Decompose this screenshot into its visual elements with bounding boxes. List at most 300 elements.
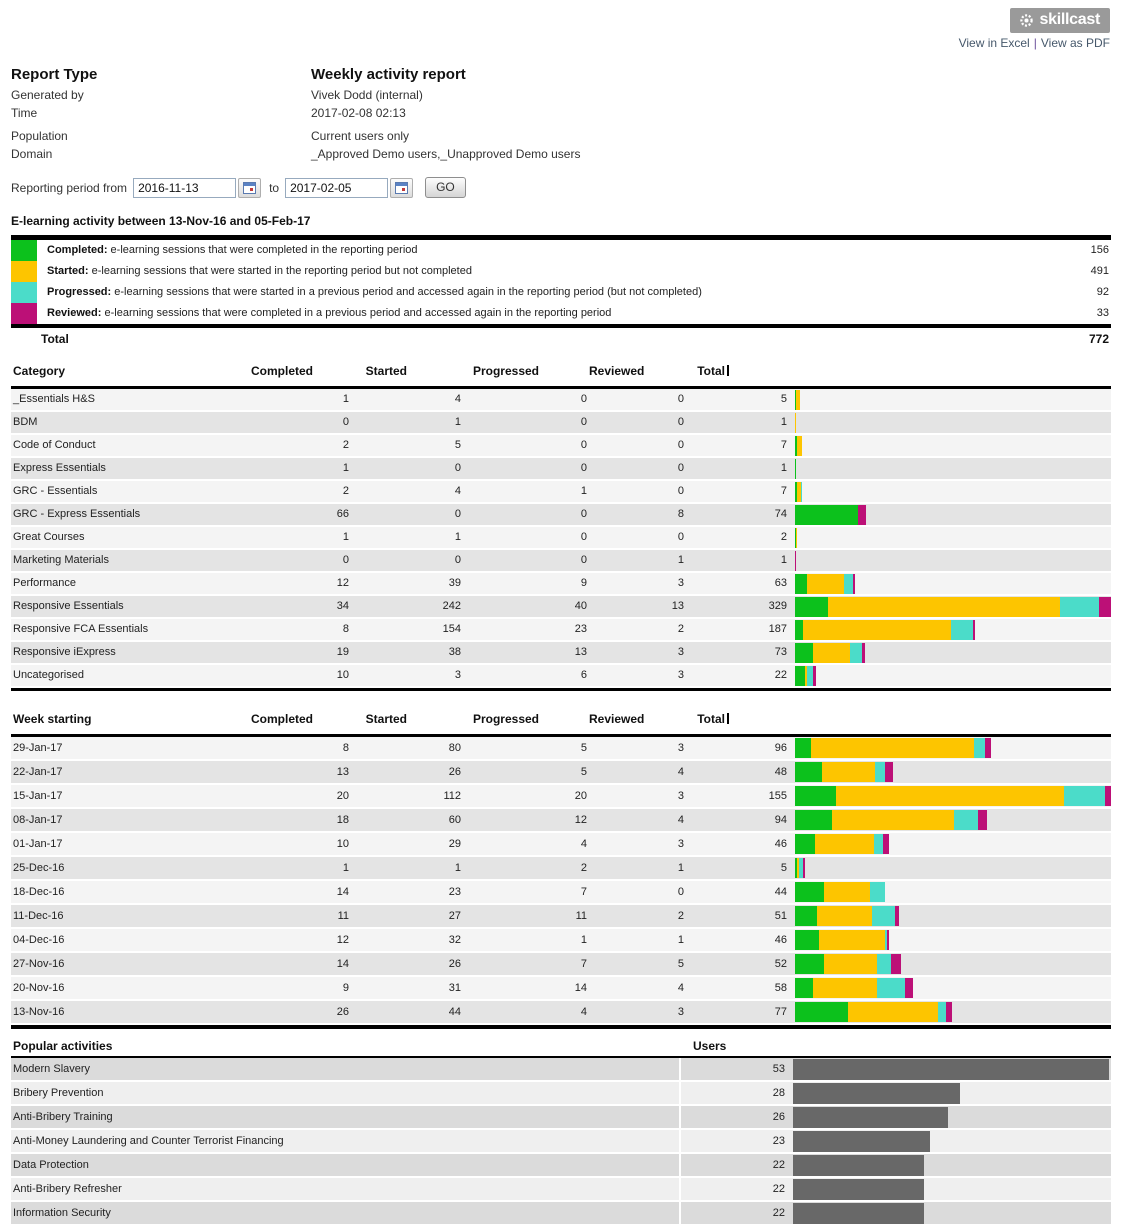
- progressed-cell: 1: [580, 485, 587, 497]
- total-cell: 329: [768, 600, 787, 612]
- legend-term: Started:: [47, 265, 89, 277]
- reviewed-cell: 3: [677, 741, 684, 754]
- legend-count: 33: [1096, 307, 1109, 319]
- progressed-cell: 5: [580, 741, 587, 754]
- total-cell: 63: [774, 577, 787, 589]
- completed-bar-segment: [795, 810, 832, 830]
- period-to-input[interactable]: [285, 178, 388, 198]
- total-cell: 46: [774, 837, 787, 850]
- completed-cell: 19: [336, 646, 349, 658]
- table-row: [11, 596, 1111, 619]
- started-bar-segment: [803, 620, 951, 640]
- reviewed-bar-segment: [985, 738, 991, 758]
- stacked-bar: [795, 905, 1111, 927]
- completed-bar-segment: [795, 666, 805, 686]
- legend-description: e-learning sessions that were started in a previous period and accessed again in the reporting period (but not completed): [111, 286, 702, 298]
- legend-row: [11, 303, 1111, 324]
- started-cell: 39: [448, 577, 461, 589]
- progressed-color-swatch: [11, 282, 37, 303]
- progressed-header: Progressed: [472, 712, 539, 726]
- completed-cell: 2: [342, 439, 349, 451]
- completed-cell: 26: [336, 1005, 349, 1018]
- legend-term: Completed:: [47, 244, 108, 256]
- row-label: 27-Nov-16: [13, 957, 65, 970]
- skillcast-logo: [1010, 8, 1110, 33]
- reviewed-cell: 3: [677, 1005, 684, 1018]
- stacked-bar: [795, 527, 1111, 548]
- table-row: [11, 504, 1111, 527]
- total-cell: 51: [774, 909, 787, 922]
- bar-track: [795, 482, 1111, 502]
- reviewed-cell: 8: [677, 508, 684, 520]
- bar-track: [795, 413, 1111, 433]
- bar-track: [795, 666, 1111, 686]
- bar-track: [795, 390, 1111, 410]
- table-row: [11, 1130, 1111, 1154]
- completed-bar-segment: [795, 597, 828, 617]
- progressed-bar-segment: [951, 620, 973, 640]
- generated-by-value: Vivek Dodd (internal): [311, 88, 423, 102]
- table-row: [11, 809, 1111, 833]
- started-cell: 1: [454, 861, 461, 874]
- legend-table: [11, 235, 1111, 328]
- stacked-bar: [795, 458, 1111, 479]
- progressed-cell: 0: [580, 531, 587, 543]
- row-label: BDM: [13, 416, 38, 428]
- progressed-bar-segment: [877, 978, 906, 998]
- row-label: 08-Jan-17: [13, 813, 63, 826]
- legend-row: [11, 282, 1111, 303]
- stacked-bar: [795, 619, 1111, 640]
- progressed-cell: 7: [580, 885, 587, 898]
- progressed-bar-segment: [870, 882, 884, 902]
- stacked-bar: [795, 929, 1111, 951]
- started-cell: 38: [448, 646, 461, 658]
- users-bar: [793, 1082, 1109, 1104]
- completed-bar-segment: [795, 834, 815, 854]
- row-label: GRC - Essentials: [13, 485, 98, 497]
- calendar-icon: [395, 182, 408, 194]
- stacked-bar: [795, 573, 1111, 594]
- users-bar: [793, 1058, 1109, 1080]
- go-button[interactable]: GO: [425, 177, 466, 198]
- started-bar-segment: [796, 390, 800, 410]
- total-cell: 5: [780, 393, 787, 405]
- started-bar-segment: [832, 810, 954, 830]
- legend-count: 491: [1090, 265, 1109, 277]
- legend-row: [11, 240, 1111, 261]
- started-cell: 154: [442, 623, 461, 635]
- legend-total-label: Total: [41, 331, 69, 346]
- progressed-bar-segment: [850, 643, 862, 663]
- total-cell: 94: [774, 813, 787, 826]
- reviewed-bar-segment: [853, 574, 856, 594]
- gear-icon: [1018, 12, 1035, 29]
- legend-description: e-learning sessions that were completed in a previous period and accessed again in the reporting period: [101, 307, 612, 319]
- row-label: 18-Dec-16: [13, 885, 65, 898]
- category-table-header: [11, 361, 1111, 389]
- legend-text: [37, 303, 981, 324]
- completed-bar-segment: [795, 505, 858, 525]
- total-cell: 1: [780, 554, 787, 566]
- stacked-bar: [795, 435, 1111, 456]
- row-label: Responsive FCA Essentials: [13, 623, 149, 635]
- completed-bar-segment: [795, 906, 817, 926]
- table-row: [11, 642, 1111, 665]
- users-header: Users: [693, 1039, 727, 1053]
- reviewed-color-swatch: [11, 303, 37, 324]
- started-cell: 0: [454, 462, 461, 474]
- generated-by-label: Generated by: [11, 88, 84, 102]
- total-cell: 7: [780, 485, 787, 497]
- completed-bar-segment: [795, 882, 824, 902]
- table-row: [11, 573, 1111, 596]
- reviewed-cell: 4: [677, 813, 684, 826]
- stacked-bar: [795, 953, 1111, 975]
- bar-track: [795, 643, 1111, 663]
- top-bar: [0, 0, 1122, 50]
- total-cell: 48: [774, 765, 787, 778]
- completed-bar-segment: [795, 1002, 848, 1022]
- table-row: [11, 412, 1111, 435]
- activity-label: Information Security: [11, 1202, 681, 1224]
- row-label: Marketing Materials: [13, 554, 109, 566]
- time-value: 2017-02-08 02:13: [311, 106, 406, 120]
- bar-track: [795, 858, 1111, 878]
- table-row: [11, 1178, 1111, 1202]
- completed-cell: 8: [342, 741, 349, 754]
- stacked-bar: [795, 857, 1111, 879]
- stacked-bar: [795, 504, 1111, 525]
- completed-bar-segment: [795, 738, 811, 758]
- week-table: [11, 709, 1111, 1029]
- row-label: 22-Jan-17: [13, 765, 63, 778]
- reviewed-cell: 1: [677, 554, 684, 566]
- started-header: Started: [365, 364, 407, 378]
- users-bar: [793, 1106, 1109, 1128]
- started-bar-segment: [807, 574, 844, 594]
- completed-cell: 11: [337, 909, 349, 922]
- reporting-period-label: Reporting period from: [11, 180, 128, 195]
- reviewed-bar-segment: [862, 643, 865, 663]
- completed-cell: 8: [342, 623, 349, 635]
- total-cell: 7: [780, 439, 787, 451]
- started-bar-segment: [836, 786, 1064, 806]
- reviewed-cell: 3: [677, 577, 684, 589]
- started-bar-segment: [811, 738, 974, 758]
- popular-table-body: [11, 1058, 1111, 1226]
- stacked-bar: [795, 389, 1111, 410]
- legend-text: [37, 261, 981, 282]
- progressed-cell: 0: [580, 462, 587, 474]
- stacked-bar: [795, 977, 1111, 999]
- total-cell: 73: [774, 646, 787, 658]
- reviewed-bar-segment: [803, 858, 805, 878]
- bar-track: [795, 505, 1111, 525]
- started-cell: 1: [454, 531, 461, 543]
- activity-label: Anti-Bribery Training: [11, 1106, 681, 1128]
- users-bar-segment: [793, 1179, 924, 1200]
- started-cell: 31: [448, 981, 461, 994]
- table-row: [11, 389, 1111, 412]
- progressed-cell: 7: [580, 957, 587, 970]
- table-row: [11, 435, 1111, 458]
- legend-total-value: 772: [1088, 331, 1109, 346]
- progressed-bar-segment: [974, 738, 984, 758]
- row-label: Great Courses: [13, 531, 85, 543]
- reviewed-cell: 0: [677, 393, 684, 405]
- report-type-value: Weekly activity report: [311, 66, 466, 83]
- week-table-header: [11, 709, 1111, 737]
- table-row: [11, 527, 1111, 550]
- total-cell: 77: [774, 1005, 787, 1018]
- progressed-bar-segment: [844, 574, 853, 594]
- started-cell: 5: [454, 439, 461, 451]
- table-row: [11, 1202, 1111, 1226]
- reviewed-bar-segment: [978, 810, 986, 830]
- bar-track: [795, 930, 1111, 950]
- started-cell: 44: [448, 1005, 461, 1018]
- progressed-cell: 23: [574, 623, 587, 635]
- completed-cell: 66: [336, 508, 349, 520]
- row-label: Code of Conduct: [13, 439, 96, 451]
- bar-track: [795, 834, 1111, 854]
- reviewed-header: Reviewed: [589, 712, 645, 726]
- report-type-label: Report Type: [11, 66, 98, 83]
- progressed-cell: 4: [580, 1005, 587, 1018]
- total-cell: 22: [774, 669, 787, 681]
- reviewed-bar-segment: [905, 978, 913, 998]
- users-bar: [793, 1178, 1109, 1200]
- reviewed-cell: 1: [677, 861, 684, 874]
- completed-cell: 10: [336, 837, 349, 850]
- completed-cell: 1: [342, 462, 349, 474]
- progressed-cell: 0: [580, 439, 587, 451]
- legend-total-row: [11, 328, 1111, 349]
- stacked-bar: [795, 761, 1111, 783]
- legend-description: e-learning sessions that were completed in the reporting period: [107, 244, 418, 256]
- legend-row: [11, 261, 1111, 282]
- legend-count: 92: [1096, 286, 1109, 298]
- reviewed-bar-segment: [858, 505, 866, 525]
- stacked-bar: [795, 550, 1111, 571]
- domain-value: _Approved Demo users,_Unapproved Demo users: [311, 147, 581, 161]
- users-bar-segment: [793, 1083, 960, 1104]
- started-cell: 0: [454, 554, 461, 566]
- started-bar-segment: [797, 436, 802, 456]
- table-row: [11, 1082, 1111, 1106]
- progressed-bar-segment: [954, 810, 978, 830]
- started-cell: 23: [448, 885, 461, 898]
- reviewed-cell: 4: [677, 981, 684, 994]
- progressed-bar-segment: [1064, 786, 1105, 806]
- completed-bar-segment: [795, 620, 803, 640]
- progressed-bar-segment: [1060, 597, 1098, 617]
- bar-track: [795, 574, 1111, 594]
- table-row: [11, 929, 1111, 953]
- population-value: Current users only: [311, 129, 410, 143]
- reviewed-cell: 3: [677, 669, 684, 681]
- legend-text: [37, 282, 981, 303]
- started-bar-segment: [819, 930, 884, 950]
- bar-track: [795, 551, 1111, 571]
- users-cell: 22: [772, 1159, 785, 1171]
- started-bar-segment: [848, 1002, 938, 1022]
- started-cell: 60: [448, 813, 461, 826]
- reviewed-bar-segment: [887, 930, 889, 950]
- completed-cell: 12: [336, 577, 349, 589]
- progressed-header: Progressed: [472, 364, 539, 378]
- users-bar: [793, 1154, 1109, 1176]
- started-bar-segment: [796, 528, 797, 548]
- completed-color-swatch: [11, 240, 37, 261]
- reviewed-cell: 2: [677, 909, 684, 922]
- started-cell: 242: [442, 600, 461, 612]
- table-row: [11, 737, 1111, 761]
- completed-cell: 2: [342, 485, 349, 497]
- progressed-bar-segment: [877, 954, 891, 974]
- progressed-cell: 20: [574, 789, 587, 802]
- table-row: [11, 857, 1111, 881]
- progressed-cell: 0: [580, 508, 587, 520]
- row-label: Express Essentials: [13, 462, 106, 474]
- view-in-excel-link[interactable]: View in Excel: [958, 36, 1030, 50]
- started-header: Started: [365, 712, 407, 726]
- started-cell: 112: [443, 789, 461, 802]
- category-header: Category: [13, 364, 66, 378]
- completed-cell: 18: [336, 813, 349, 826]
- reviewed-cell: 0: [677, 439, 684, 451]
- reviewed-cell: 2: [677, 623, 684, 635]
- completed-cell: 1: [342, 861, 349, 874]
- bar-track: [795, 906, 1111, 926]
- export-links: [0, 36, 1110, 50]
- stacked-bar: [795, 1001, 1111, 1023]
- users-bar-segment: [793, 1059, 1109, 1080]
- completed-cell: 1: [342, 531, 349, 543]
- progressed-bar-segment: [874, 834, 882, 854]
- stacked-bar: [795, 809, 1111, 831]
- reviewed-cell: 0: [677, 462, 684, 474]
- reviewed-cell: 0: [677, 531, 684, 543]
- bar-track: [795, 620, 1111, 640]
- table-row: [11, 881, 1111, 905]
- reviewed-header: Reviewed: [589, 364, 645, 378]
- reviewed-bar-segment: [891, 954, 901, 974]
- progressed-cell: 4: [580, 837, 587, 850]
- started-cell: 1: [454, 416, 461, 428]
- users-cell: 23: [772, 1135, 785, 1147]
- to-calendar-button[interactable]: [390, 178, 413, 198]
- total-cell: 5: [780, 861, 787, 874]
- reviewed-cell: 1: [677, 933, 684, 946]
- legend-term: Reviewed:: [47, 307, 102, 319]
- stacked-bar: [795, 665, 1111, 686]
- reviewed-bar-segment: [885, 762, 893, 782]
- started-cell: 4: [454, 485, 461, 497]
- started-cell: 32: [448, 933, 461, 946]
- started-cell: 4: [454, 393, 461, 405]
- total-cell: 1: [780, 416, 787, 428]
- table-row: [11, 481, 1111, 504]
- bar-track: [795, 954, 1111, 974]
- from-calendar-button[interactable]: [238, 178, 261, 198]
- total-cell: 58: [774, 981, 787, 994]
- total-cell: 96: [774, 741, 787, 754]
- row-label: 04-Dec-16: [13, 933, 65, 946]
- row-label: 25-Dec-16: [13, 861, 65, 874]
- completed-cell: 9: [342, 981, 349, 994]
- reporting-period-form: [11, 177, 1111, 198]
- total-cell: 1: [780, 462, 787, 474]
- table-row: [11, 665, 1111, 688]
- completed-bar-segment: [795, 574, 807, 594]
- view-as-pdf-link[interactable]: View as PDF: [1040, 36, 1110, 50]
- progressed-bar-segment: [801, 482, 802, 502]
- row-label: 15-Jan-17: [13, 789, 63, 802]
- bar-track: [795, 882, 1111, 902]
- bar-track: [795, 436, 1111, 456]
- reviewed-cell: 13: [671, 600, 684, 612]
- week-starting-header: Week starting: [13, 712, 92, 726]
- total-cell: 187: [768, 623, 787, 635]
- users-cell: 22: [772, 1183, 785, 1195]
- stacked-bar: [795, 785, 1111, 807]
- row-label: 11-Dec-16: [13, 909, 64, 922]
- users-cell: 26: [772, 1111, 785, 1123]
- total-cell: 74: [774, 508, 787, 520]
- bar-track: [795, 528, 1111, 548]
- reviewed-bar-segment: [895, 906, 899, 926]
- progressed-bar-segment: [872, 906, 894, 926]
- started-cell: 29: [448, 837, 461, 850]
- total-cell: 52: [774, 957, 787, 970]
- reviewed-bar-segment: [883, 834, 889, 854]
- completed-bar-segment: [795, 459, 796, 479]
- legend-term: Progressed:: [47, 286, 112, 298]
- reviewed-bar-segment: [813, 666, 816, 686]
- progressed-cell: 40: [574, 600, 587, 612]
- started-bar-segment: [828, 597, 1060, 617]
- table-row: [11, 977, 1111, 1001]
- row-label: 01-Jan-17: [13, 837, 63, 850]
- started-cell: 3: [454, 669, 461, 681]
- bar-track: [795, 786, 1111, 806]
- started-bar-segment: [813, 643, 849, 663]
- bar-track: [795, 1002, 1111, 1022]
- legend-body: [11, 240, 1111, 324]
- completed-header: Completed: [250, 712, 313, 726]
- table-row: [11, 785, 1111, 809]
- started-bar-segment: [817, 906, 872, 926]
- total-cell: 44: [774, 885, 787, 898]
- row-label: Performance: [13, 577, 76, 589]
- started-bar-segment: [813, 978, 876, 998]
- progressed-bar-segment: [938, 1002, 946, 1022]
- started-color-swatch: [11, 261, 37, 282]
- domain-label: Domain: [11, 147, 53, 161]
- table-row: [11, 905, 1111, 929]
- progressed-cell: 0: [580, 393, 587, 405]
- bar-track: [795, 810, 1111, 830]
- period-from-input[interactable]: [133, 178, 236, 198]
- stacked-bar: [795, 833, 1111, 855]
- population-label: Population: [11, 129, 68, 143]
- reviewed-bar-segment: [795, 551, 796, 571]
- row-label: 13-Nov-16: [13, 1005, 65, 1018]
- completed-cell: 10: [336, 669, 349, 681]
- row-label: Responsive iExpress: [13, 646, 116, 658]
